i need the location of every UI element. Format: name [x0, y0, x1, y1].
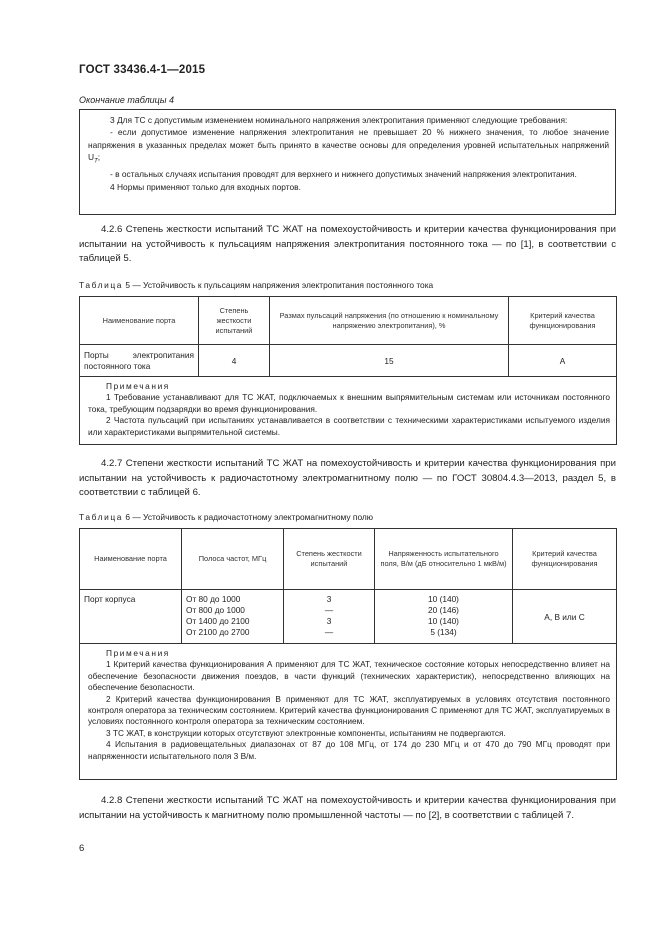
table6-field-3: 10 (140): [428, 616, 459, 626]
table6-title: 6 — Устойчивость к радиочастотному электромагнитному полю: [125, 512, 374, 522]
table6-note-1: 1 Критерий качества функционирования А применяют для ТС ЖАТ, техническое состояние которых непосредственно влияет на обеспечение безопасности движения поездов, в части функций (технических характеристик), непосредственно влияющих на обеспечение безопасности.: [88, 659, 610, 693]
table6-label: Таблица: [79, 512, 124, 522]
table5-note-1: 1 Требование устанавливают для ТС ЖАТ, подключаемых к внешним выпрямительным системам или источникам постоянного тока, требующим подзарядки во время функционирования.: [88, 392, 610, 414]
table6-severity-2: —: [324, 605, 334, 615]
table5-header-criterion: Критерий качества функционирования: [509, 297, 617, 345]
table5-header-ripple: Размах пульсаций напряжения (по отношению к номинальному напряжению электропитания), %: [270, 297, 509, 345]
table6-header-criterion: Критерий качества функционирования: [513, 529, 617, 590]
table5-note-2: 2 Частота пульсаций при испытаниях устанавливается в соответствии с техническими характеристиками испытуемого изделия или характеристиками выпрямительной системы.: [88, 415, 610, 437]
table5-label: Таблица: [79, 280, 124, 290]
table6-band-2: От 800 до 1000: [186, 605, 245, 615]
table6-band-3: От 1400 до 2100: [186, 616, 250, 626]
table4-note-3a: [88, 126, 609, 168]
table6-header-band: Полоса частот, МГц: [182, 529, 284, 590]
document-header: ГОСТ 33436.4-1—2015: [79, 64, 206, 76]
table6-notes-title: Примечания: [106, 648, 170, 658]
table6-note-2: 2 Критерий качества функционирования B применяют для ТС ЖАТ, эксплуатируемых в условиях отсутствия постоянного контроля оператора за техническим состоянием. Критерий качества функционирования C применяют для ТС ЖАТ, эксплуатируемых в условиях постоянного контроля оператора за техническим состоянием.: [88, 693, 610, 727]
table6-note-3: 3 ТС ЖАТ, в конструкции которых отсутствуют электронные компоненты, испытаниям не подвергаются.: [106, 727, 506, 738]
table5-header-port: Наименование порта: [80, 297, 199, 345]
table6-field-2: 20 (146): [428, 605, 459, 615]
table4-note-3a-text: - если допустимое изменение напряжения электропитания не превышает 20 % нижнего значения, то любое значение напряжения в указанных пределах может быть принято в качестве основы для определения уровней испытательных напряжений U: [88, 127, 609, 163]
table6-header-field: Напряженность испытательного поля, В/м (дБ относительно 1 мкВ/м): [375, 529, 513, 590]
table6: [79, 528, 617, 780]
table6-severity-3: 3: [326, 616, 332, 626]
table4-note-4: 4 Нормы применяют только для входных портов.: [110, 181, 301, 192]
table4-note-subscript: T: [94, 158, 98, 165]
table5-cell-criterion: A: [509, 345, 617, 377]
table6-caption: [79, 512, 373, 522]
table6-cell-bands: [182, 590, 284, 644]
table5-title: 5 — Устойчивость к пульсациям напряжения электропитания постоянного тока: [125, 280, 434, 290]
table6-cell-severity: [284, 590, 375, 644]
table5-notes-title: Примечания: [106, 381, 170, 391]
table5-cell-severity: 4: [199, 345, 270, 377]
paragraph-4-2-6: 4.2.6 Степень жесткости испытаний ТС ЖАТ на помехоустойчивость и критерии качества функционирования при испытании на устойчивость к пульсациям напряжения электропитания постоянного тока — по [1], в соответствии с таблицей 5.: [79, 224, 616, 264]
page-number: 6: [79, 843, 85, 854]
table4-continuation-caption: Окончание таблицы 4: [79, 95, 174, 105]
table4-note-3: 3 Для ТС с допустимым изменением номинального напряжения электропитания применяют следующие требования:: [110, 115, 568, 125]
table5-notes: [80, 377, 617, 445]
table6-cell-port: Порт корпуса: [80, 590, 182, 644]
table4-notes-box: [79, 109, 616, 215]
table6-cell-field: [375, 590, 513, 644]
table6-notes: [80, 644, 617, 780]
paragraph-4-2-8: 4.2.8 Степени жесткости испытаний ТС ЖАТ на помехоустойчивость и критерии качества функционирования при испытании на устойчивость к магнитному полю промышленной частоты — по [2], в соответствии с таблицей 7.: [79, 795, 616, 821]
table5: [79, 296, 617, 445]
table5-caption: [79, 280, 433, 290]
table6-header-severity: Степень жесткости испытаний: [284, 529, 375, 590]
table6-severity-1: 3: [326, 594, 332, 604]
paragraph-4-2-7: 4.2.7 Степени жесткости испытаний ТС ЖАТ на помехоустойчивость и критерии качества функционирования при испытании на устойчивость к радиочастотному электромагнитному полю — по ГОСТ 30804.4.3—2013, раздел 5, в соответствии с таблицей 6.: [79, 458, 616, 498]
table6-header-port: Наименование порта: [80, 529, 182, 590]
table6-field-4: 5 (134): [430, 627, 457, 637]
table4-note-suffix: ;: [97, 152, 101, 163]
table6-band-1: От 80 до 1000: [186, 594, 241, 604]
table5-cell-ripple: 15: [270, 345, 509, 377]
table6-band-4: От 2100 до 2700: [186, 627, 250, 637]
table6-severity-4: —: [324, 627, 334, 637]
table4-note-3b: - в остальных случаях испытания проводят для верхнего и нижнего допустимых значений напряжения электропитания.: [110, 169, 577, 180]
table5-cell-port: Порты электропитания постоянного тока: [80, 345, 199, 377]
table6-cell-criterion: A, B или C: [513, 590, 617, 644]
table6-field-1: 10 (140): [428, 594, 459, 604]
table6-note-4: 4 Испытания в радиовещательных диапазонах от 87 до 108 МГц, от 174 до 230 МГц и от 470 до 790 МГц проводят при напряженности испытательного поля 3 В/м.: [88, 739, 610, 761]
table5-header-severity: Степень жесткости испытаний: [199, 297, 270, 345]
